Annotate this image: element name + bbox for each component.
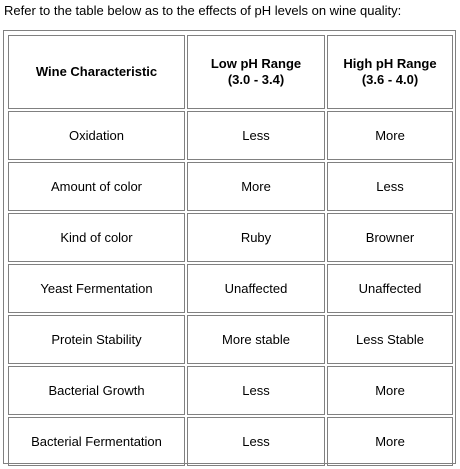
cell-low-ph: Less [187, 417, 325, 466]
table-row [8, 315, 453, 364]
header-wine-characteristic [8, 35, 185, 109]
header-label: High pH Range [343, 56, 437, 71]
cell-high-ph: Browner [327, 213, 453, 262]
header-label: Wine Characteristic [35, 64, 158, 79]
table-row [8, 162, 453, 211]
header-low-ph [187, 35, 325, 109]
table-header-row [8, 35, 453, 109]
cell-characteristic: Kind of color [8, 213, 185, 262]
cell-low-ph: Less [187, 366, 325, 415]
cell-low-ph: More stable [187, 315, 325, 364]
cell-low-ph: Unaffected [187, 264, 325, 313]
cell-high-ph: More [327, 417, 453, 466]
cell-high-ph: More [327, 111, 453, 160]
cell-characteristic: Oxidation [8, 111, 185, 160]
cell-high-ph: Unaffected [327, 264, 453, 313]
cell-high-ph: Less Stable [327, 315, 453, 364]
table-row [8, 111, 453, 160]
ph-effects-table-frame [3, 30, 456, 464]
header-label: Low pH Range [210, 56, 302, 71]
table-row [8, 366, 453, 415]
cell-characteristic: Bacterial Growth [8, 366, 185, 415]
cell-high-ph: More [327, 366, 453, 415]
cell-characteristic: Yeast Fermentation [8, 264, 185, 313]
cell-low-ph: Less [187, 111, 325, 160]
cell-low-ph: More [187, 162, 325, 211]
header-range: (3.0 - 3.4) [227, 72, 285, 87]
cell-characteristic: Protein Stability [8, 315, 185, 364]
header-high-ph [327, 35, 453, 109]
cell-high-ph: Less [327, 162, 453, 211]
table-row [8, 264, 453, 313]
ph-effects-table [6, 33, 455, 468]
cell-characteristic: Bacterial Fermentation [8, 417, 185, 466]
cell-characteristic: Amount of color [8, 162, 185, 211]
header-range: (3.6 - 4.0) [361, 72, 419, 87]
intro-text: Refer to the table below as to the effects of pH levels on wine quality: [4, 3, 402, 18]
table-row [8, 213, 453, 262]
cell-low-ph: Ruby [187, 213, 325, 262]
table-row [8, 417, 453, 466]
